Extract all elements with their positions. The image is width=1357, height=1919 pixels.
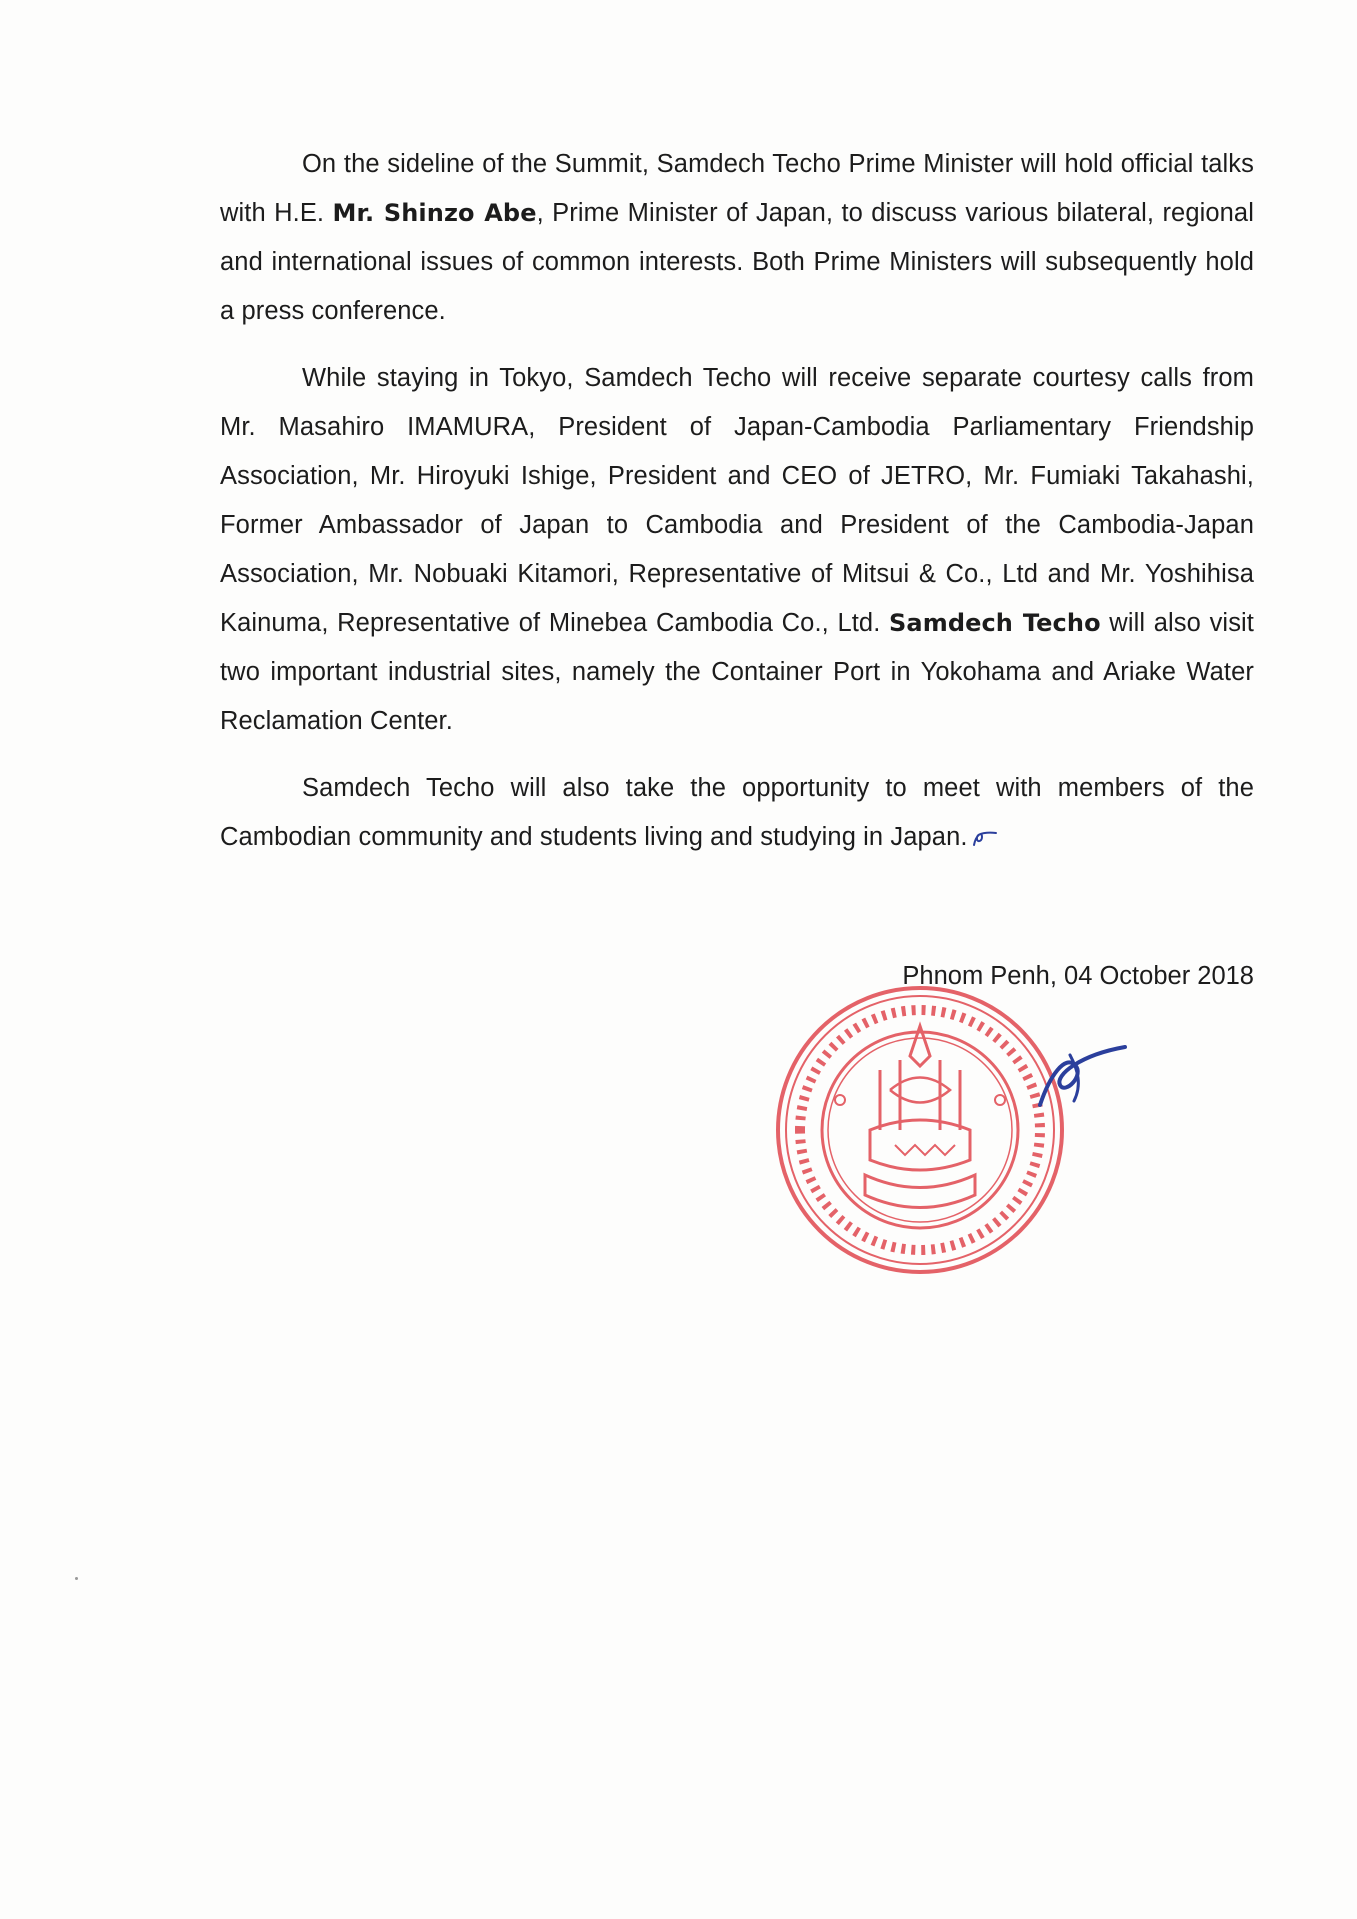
document-body (220, 140, 1254, 880)
signature-icon (1030, 1035, 1130, 1115)
bold-name: Samdech Techo (889, 609, 1101, 637)
paragraph-text: will also visit two important industrial sites, namely the Container Port in Yokohama and Ariake Water Reclamation Center. (220, 609, 1254, 735)
paragraph-summit-talks (220, 140, 1254, 336)
place-and-date: Phnom Penh, 04 October 2018 (902, 962, 1254, 990)
paragraph-text: On the sideline of the Summit, Samdech Techo Prime Minister will hold official talks with H.E. (220, 150, 1254, 227)
paragraph-text: Samdech Techo will also take the opportunity to meet with members of the Cambodian community and students living and studying in Japan. (220, 774, 1254, 851)
initials-mark-icon (970, 827, 998, 849)
bold-name: Mr. Shinzo Abe (332, 199, 537, 227)
paragraph-community-meeting (220, 764, 1254, 862)
official-seal-icon (770, 980, 1070, 1280)
paragraph-text: While staying in Tokyo, Samdech Techo will receive separate courtesy calls from Mr. Masahiro IMAMURA, President of Japan-Cambodia Parliamentary Friendship Association, Mr. Hiroyuki Ishige, President and CEO of JETRO, Mr. Fumiaki Takahashi, Former Ambassador of Japan to Cambodia and President of the Cambodia-Japan Association, Mr. Nobuaki Kitamori, Representative of Mitsui & Co., Ltd and Mr. Yoshihisa Kainuma, Representative of Minebea Cambodia Co., Ltd. (220, 364, 1254, 637)
paragraph-text: , Prime Minister of Japan, to discuss various bilateral, regional and international issues of common interests. Both Prime Ministers will subsequently hold a press conference. (220, 199, 1254, 325)
scan-speck (75, 1577, 78, 1580)
paragraph-courtesy-calls (220, 354, 1254, 746)
